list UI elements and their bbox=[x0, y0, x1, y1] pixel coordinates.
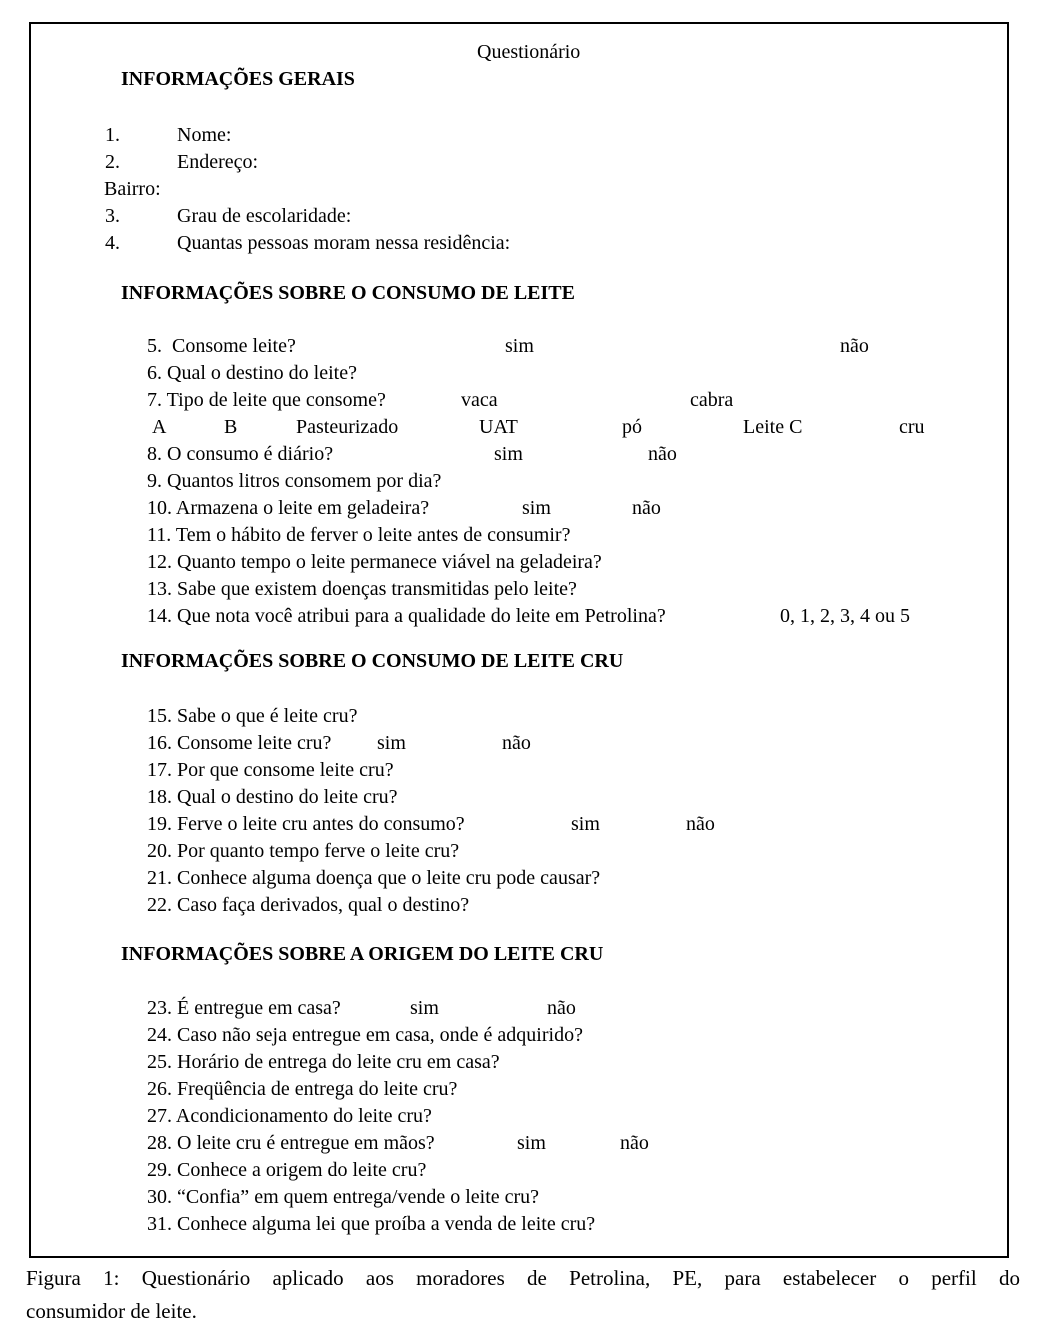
question-1 bbox=[31, 122, 1007, 149]
question-7-milk-types bbox=[31, 414, 1007, 441]
question-16-option-nao: não bbox=[502, 732, 531, 754]
figure-caption bbox=[26, 1262, 1020, 1328]
question-7 bbox=[31, 387, 1007, 414]
heading-consumo-leite-cru-text: INFORMAÇÕES SOBRE O CONSUMO DE LEITE CRU bbox=[121, 650, 624, 672]
figure-title-text: Questionário bbox=[477, 41, 581, 63]
milk-type-pasteurizado: Pasteurizado bbox=[296, 416, 399, 438]
question-17-text: 17. Por que consome leite cru? bbox=[147, 759, 394, 781]
question-8-option-nao: não bbox=[648, 443, 677, 465]
question-18 bbox=[31, 784, 1007, 811]
question-30 bbox=[31, 1184, 1007, 1211]
question-7-option-vaca: vaca bbox=[461, 389, 498, 411]
question-2-text: Endereço: bbox=[177, 151, 259, 173]
question-6 bbox=[31, 360, 1007, 387]
question-25-text: 25. Horário de entrega do leite cru em casa? bbox=[147, 1051, 500, 1073]
question-28 bbox=[31, 1130, 1007, 1157]
question-19-text: 19. Ferve o leite cru antes do consumo? bbox=[147, 813, 465, 835]
question-18-text: 18. Qual o destino do leite cru? bbox=[147, 786, 398, 808]
question-27-text: 27. Acondicionamento do leite cru? bbox=[147, 1105, 432, 1127]
question-9-text: 9. Quantos litros consomem por dia? bbox=[147, 470, 442, 492]
question-10-option-sim: sim bbox=[522, 497, 551, 519]
question-5 bbox=[31, 333, 1007, 360]
figure-caption-line-2: consumidor de leite. bbox=[26, 1299, 197, 1323]
question-7-option-cabra: cabra bbox=[690, 389, 734, 411]
field-bairro bbox=[31, 176, 1007, 203]
question-30-text: 30. “Confia” em quem entrega/vende o leite cru? bbox=[147, 1186, 540, 1208]
question-14-text: 14. Que nota você atribui para a qualidade do leite em Petrolina? bbox=[147, 605, 666, 627]
milk-type-a: A bbox=[152, 416, 167, 438]
question-10 bbox=[31, 495, 1007, 522]
question-8-option-sim: sim bbox=[494, 443, 523, 465]
question-26-text: 26. Freqüência de entrega do leite cru? bbox=[147, 1078, 458, 1100]
figure-frame bbox=[29, 22, 1009, 1258]
question-4 bbox=[31, 230, 1007, 257]
question-1-text: Nome: bbox=[177, 124, 232, 146]
question-14 bbox=[31, 603, 1007, 630]
question-21 bbox=[31, 865, 1007, 892]
question-29 bbox=[31, 1157, 1007, 1184]
milk-type-cru: cru bbox=[899, 416, 925, 438]
heading-origem-leite-cru-text: INFORMAÇÕES SOBRE A ORIGEM DO LEITE CRU bbox=[121, 943, 604, 965]
question-19-option-sim: sim bbox=[571, 813, 600, 835]
question-19-option-nao: não bbox=[686, 813, 715, 835]
question-6-text: 6. Qual o destino do leite? bbox=[147, 362, 357, 384]
question-5-text: 5. Consome leite? bbox=[147, 335, 296, 357]
question-17 bbox=[31, 757, 1007, 784]
question-20-text: 20. Por quanto tempo ferve o leite cru? bbox=[147, 840, 460, 862]
milk-type-leite-c: Leite C bbox=[743, 416, 803, 438]
question-10-option-nao: não bbox=[632, 497, 661, 519]
question-15 bbox=[31, 703, 1007, 730]
milk-type-uat: UAT bbox=[479, 416, 518, 438]
question-12-text: 12. Quanto tempo o leite permanece viável na geladeira? bbox=[147, 551, 602, 573]
question-12 bbox=[31, 549, 1007, 576]
question-24 bbox=[31, 1022, 1007, 1049]
question-3-number: 3. bbox=[105, 205, 120, 227]
section-heading-informacoes-gerais bbox=[31, 66, 1007, 93]
question-1-number: 1. bbox=[105, 124, 120, 146]
question-29-text: 29. Conhece a origem do leite cru? bbox=[147, 1159, 427, 1181]
milk-type-po: pó bbox=[622, 416, 642, 438]
question-13-text: 13. Sabe que existem doenças transmitidas pelo leite? bbox=[147, 578, 577, 600]
question-5-option-sim: sim bbox=[505, 335, 534, 357]
figure-caption-line-1: Figura 1: Questionário aplicado aos moradores de Petrolina, PE, para estabelecer o perfil do bbox=[26, 1266, 1020, 1290]
question-4-text: Quantas pessoas moram nessa residência: bbox=[177, 232, 511, 254]
question-10-text: 10. Armazena o leite em geladeira? bbox=[147, 497, 430, 519]
question-27 bbox=[31, 1103, 1007, 1130]
question-3-text: Grau de escolaridade: bbox=[177, 205, 352, 227]
question-28-text: 28. O leite cru é entregue em mãos? bbox=[147, 1132, 435, 1154]
question-19 bbox=[31, 811, 1007, 838]
question-22-text: 22. Caso faça derivados, qual o destino? bbox=[147, 894, 470, 916]
question-20 bbox=[31, 838, 1007, 865]
question-23-option-nao: não bbox=[547, 997, 576, 1019]
milk-type-b: B bbox=[224, 416, 238, 438]
question-11 bbox=[31, 522, 1007, 549]
question-28-option-nao: não bbox=[620, 1132, 649, 1154]
question-15-text: 15. Sabe o que é leite cru? bbox=[147, 705, 358, 727]
question-8 bbox=[31, 441, 1007, 468]
question-31-text: 31. Conhece alguma lei que proíba a venda de leite cru? bbox=[147, 1213, 596, 1235]
question-3 bbox=[31, 203, 1007, 230]
question-16-text: 16. Consome leite cru? bbox=[147, 732, 332, 754]
question-7-text: 7. Tipo de leite que consome? bbox=[147, 389, 386, 411]
question-9 bbox=[31, 468, 1007, 495]
question-5-option-nao: não bbox=[840, 335, 869, 357]
section-heading-origem-leite-cru bbox=[31, 941, 1007, 968]
question-25 bbox=[31, 1049, 1007, 1076]
question-24-text: 24. Caso não seja entregue em casa, onde é adquirido? bbox=[147, 1024, 583, 1046]
question-14-scale: 0, 1, 2, 3, 4 ou 5 bbox=[780, 605, 910, 627]
question-28-option-sim: sim bbox=[517, 1132, 546, 1154]
question-2-number: 2. bbox=[105, 151, 120, 173]
question-31 bbox=[31, 1211, 1007, 1238]
question-4-number: 4. bbox=[105, 232, 120, 254]
question-21-text: 21. Conhece alguma doença que o leite cru pode causar? bbox=[147, 867, 601, 889]
heading-informacoes-gerais-text: INFORMAÇÕES GERAIS bbox=[121, 68, 355, 90]
question-23-option-sim: sim bbox=[410, 997, 439, 1019]
figure-title bbox=[31, 39, 1007, 66]
heading-consumo-de-leite-text: INFORMAÇÕES SOBRE O CONSUMO DE LEITE bbox=[121, 282, 575, 304]
question-23 bbox=[31, 995, 1007, 1022]
section-heading-consumo-leite-cru bbox=[31, 648, 1007, 675]
question-23-text: 23. É entregue em casa? bbox=[147, 997, 341, 1019]
question-2 bbox=[31, 149, 1007, 176]
question-26 bbox=[31, 1076, 1007, 1103]
question-8-text: 8. O consumo é diário? bbox=[147, 443, 334, 465]
question-13 bbox=[31, 576, 1007, 603]
question-22 bbox=[31, 892, 1007, 919]
question-16-option-sim: sim bbox=[377, 732, 406, 754]
field-bairro-text: Bairro: bbox=[104, 178, 161, 200]
question-11-text: 11. Tem o hábito de ferver o leite antes de consumir? bbox=[147, 524, 571, 546]
section-heading-consumo-de-leite bbox=[31, 280, 1007, 307]
question-16 bbox=[31, 730, 1007, 757]
